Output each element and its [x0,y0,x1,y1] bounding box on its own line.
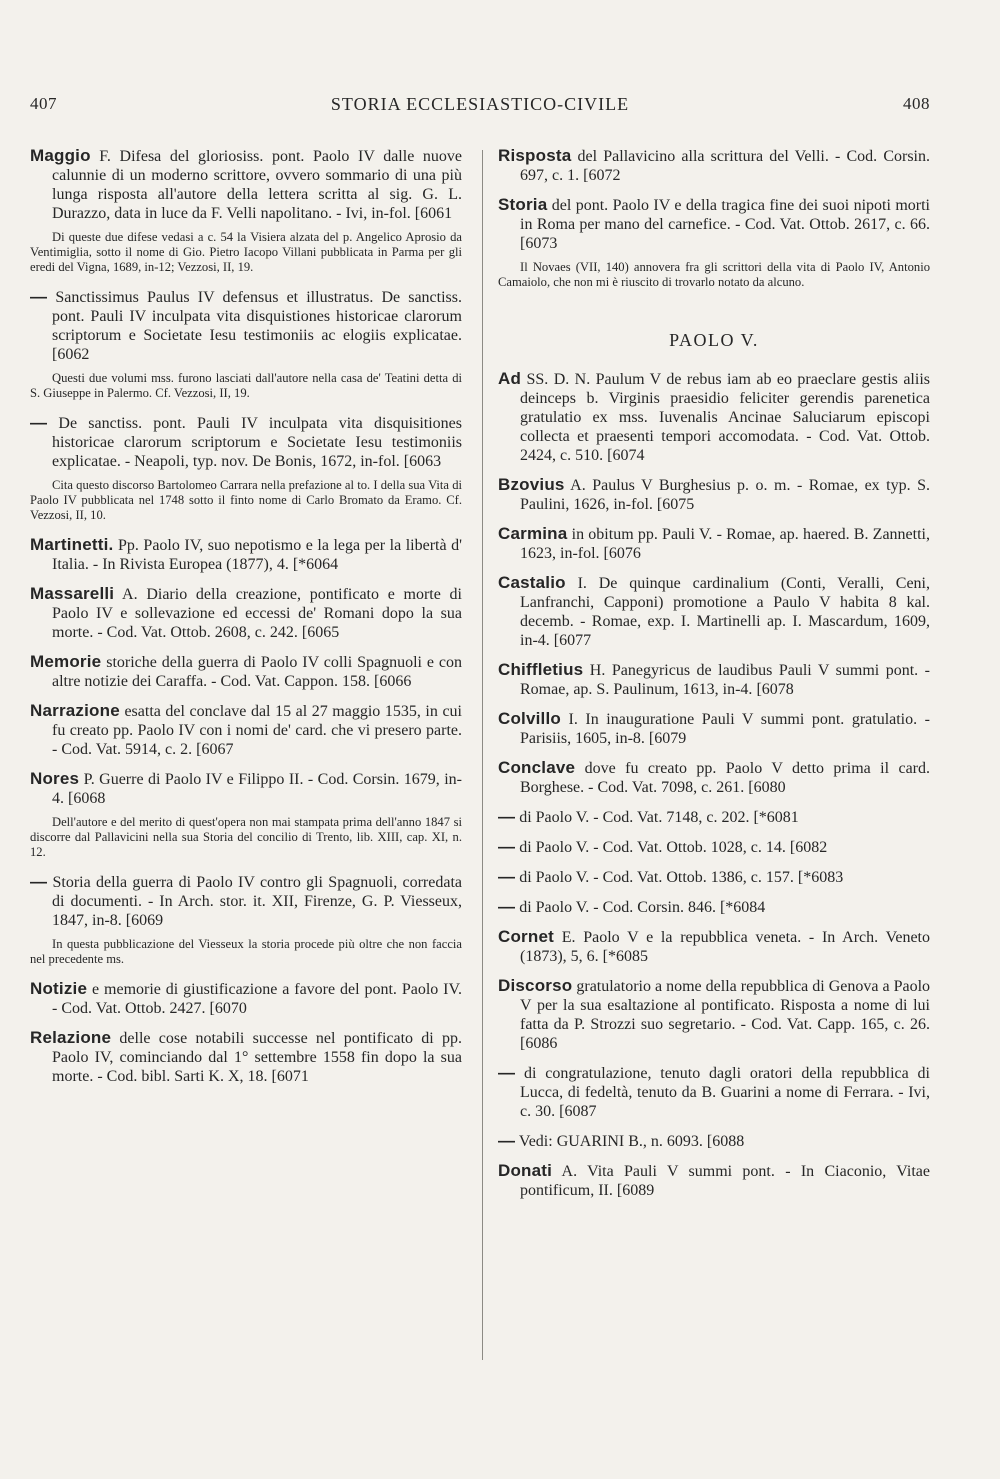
headword: Memorie [30,652,102,671]
entry [498,976,930,1053]
note: In questa pubblicazione del Viesseux la storia procede più oltre che non faccia nel precedente ms. [30,937,462,966]
entry [498,573,930,650]
entry [498,758,930,797]
headword: — [498,1063,516,1082]
entry-number: [6087 [559,1103,597,1120]
entry-number: [6065 [301,624,340,641]
entry-text: di Paolo V. - Cod. Vat. Ottob. 1028, c. 14. [515,839,786,856]
headword: Castalio [498,573,566,592]
entry-number: [6063 [403,453,442,470]
entry-text: P. Guerre di Paolo IV e Filippo II. - Cod. Corsin. 1679, in-4. [52,771,462,807]
entry-number: [6088 [706,1133,745,1150]
entry-number: [6077 [553,632,592,649]
entry-text: I. In inaugurationе Pauli V summi pont. gratulatio. - Parisiis, 1605, in-8. [520,711,930,747]
entry-text: A. Paulus V Burghesius p. o. m. - Romae, ex typ. S. Paulini, 1626, in-fol. [520,477,930,513]
entry [498,807,930,827]
headword: Nores [30,769,80,788]
note: Il Novaes (VII, 140) annovera fra gli scrittori della vita di Paolo IV, Antonio Camaiolo, che non mi è riuscito di trovarlo notato da alcuno. [498,260,930,289]
entry-number: [6089 [616,1182,655,1199]
entry-number: [*6081 [753,809,799,826]
note: Questi due volumi mss. furono lasciati dall'autore nella casa de' Teatini detta di S. Giuseppe in Palermo. Cf. Vezzosi, II, 19. [30,371,462,400]
entry-text: H. Panegyricus de laudibus Pauli V summi pont. - Romae, ap. S. Paulinum, 1613, in-4. [520,662,930,698]
headword: Chiffletius [498,660,584,679]
entry [30,146,462,223]
entry [498,867,930,887]
entry-text: dove fu creato pp. Paolo V detto prima il card. Borghese. - Cod. Vat. 7098, c. 261. [520,760,930,796]
headword: Colvillo [498,709,561,728]
entry [30,701,462,759]
entry [498,524,930,563]
section-title: PAOLO V. [669,330,759,350]
entry [498,146,930,185]
entry-number: [6074 [607,447,645,464]
note: Di queste due difese vedasi a c. 54 la Visiera alzata del p. Angelico Aprosio da Ventimiglia, sotto il nome di Gio. Pietro Iacopo Villani pubblicata in Parma per gli eredi del Vigna, 1689, in-12; Vezzosi, II, 19. [30,230,462,274]
entry-text: De sanctiss. pont. Pauli IV inculpata vita disquisitiones historicae clarorum scriptorum e Societate Iesu testimoniis explicatae. - Neapoli, typ. nov. De Bonis, 1672, in-fol. [47,415,462,470]
headword: — [498,867,516,886]
entry-text: gratulatorio a nome della repubblica di Genova a Paolo V per la sua esaltazione al pontificato. Risposta a nome di lui fatta da P. Strozzi suo segretario. - Cod. Vat. Capp. 165, c. 26. [520,978,931,1033]
entry [30,1028,462,1086]
entry-number: [6076 [603,545,641,562]
entry [498,660,930,699]
entry-text: del pont. Paolo IV e della tragica fine dei suoi nipoti morti in Roma per mano del carnefice. - Cod. Vat. Ottob. 2617, c. 66. [520,197,930,233]
headword: Donati [498,1161,553,1180]
entry-number: [6075 [656,496,695,513]
entry-text: di Paolo V. - Cod. Vat. 7148, c. 202. [515,809,750,826]
entry-text: di Paolo V. - Cod. Vat. Ottob. 1386, c. 157. [515,869,794,886]
entry-text: esatta del conclave dal 15 al 27 maggio 1535, in cui fu creato pp. Paolo IV con i nomi de' card. che vi presero parte. - Cod. Vat. 5914, c. 2. [52,703,462,758]
entry-number: [6080 [748,779,786,796]
headword: Risposta [498,146,572,165]
entry-text: SS. D. N. Paulum V de rebus iam ab eo praeclare gestis aliis deinceps b. Virginis praesidio feliciter gerendis parenetica gratulatio ex mss. Iuvenalis Ancinae Saluciarum episcopi collecta et praesenti tempori accomodata. - Cod. Vat. Ottob. 2424, c. 510. [520,371,930,464]
page-number-left: 407 [30,94,57,113]
headword: — [30,287,48,306]
right-column [498,146,930,1210]
entry [30,413,462,471]
entry-number: [6069 [125,912,164,929]
entry-text: e memorie di giustificazione a favore del pont. Paolo IV. - Cod. Vat. Ottob. 2427. [52,981,462,1017]
page-header [30,94,930,122]
entry [498,475,930,514]
headword: Discorso [498,976,573,995]
entry [498,709,930,748]
entry-text: Pp. Paolo IV, suo nepotismo e la lega per la libertà d' Italia. - In Rivista Europea (1877), 4. [52,537,462,573]
entry-number: [6067 [196,741,234,758]
entry [498,897,930,917]
entry-number: [6078 [756,681,794,698]
entry-number: [*6085 [602,948,648,965]
entry [30,535,462,574]
entry-text: A. Diario della creazione, pontificato e morte di Paolo IV e sollevazione ed eccessi de' Romani dopo la sua morte. - Cod. Vat. Ottob. 2608, c. 242. [52,586,462,641]
headword: Maggio [30,146,91,165]
entry [498,837,930,857]
entry-text: delle cose notabili successe nel pontificato di pp. Paolo IV, cominciando dal 1° settembre 1558 fin dopo la sua morte. - Cod. bibl. Sarti K. X, 18. [52,1030,462,1085]
page-number-right: 408 [903,94,930,113]
entry-text: F. Difesa del gloriosiss. pont. Paolo IV dalle nuove calunnie di un moderno scrittore, ovvero sommario di una più lunga risposta all'autore della lettera scritta al sig. G. L. Durazzo, data in luce da F. Velli napolitano. - Ivi, in-fol. [52,148,462,222]
headword: — [30,872,48,891]
entry-number: [6086 [520,1035,558,1052]
headword: Narrazione [30,701,120,720]
headword: Cornet [498,927,554,946]
headword: Conclave [498,758,576,777]
entry-text: Vedi: GUARINI B., n. 6093. [515,1133,703,1150]
entry-number: [6068 [68,790,106,807]
headword: Massarelli [30,584,115,603]
entry-number: [6061 [414,205,453,222]
headword: Martinetti. [30,535,114,554]
entry [498,1131,930,1151]
headword: — [498,1131,516,1150]
headword: Ad [498,369,522,388]
entry-number: [6071 [271,1068,309,1085]
entry [498,927,930,966]
entry [498,369,930,465]
column-divider [482,150,483,1360]
entry [30,287,462,364]
headword: Relazione [30,1028,112,1047]
entry [498,195,930,253]
note: Dell'autore e del merito di quest'opera non mai stampata prima dell'anno 1847 si discorre dal Pallavicini nella sua Storia del concilio di Trento, lib. XIII, cap. XI, n. 12. [30,815,462,859]
entry-text: storiche della guerra di Paolo IV colli Spagnuoli e con altre notizie dei Caraffa. - Cod. Vat. Cappon. 158. [52,654,462,690]
entry-number: [6062 [52,346,90,363]
running-title: STORIA ECCLESIASTICO-CIVILE [330,94,630,114]
headword: — [30,413,48,432]
entry-number: [6079 [648,730,687,747]
entry-text: del Pallavicino alla scrittura del Velli. - Cod. Corsin. 697, c. 1. [520,148,930,184]
entry [30,769,462,808]
entry [30,872,462,930]
entry-number: [6072 [583,167,621,184]
entry [30,979,462,1018]
entry-number: [6070 [209,1000,247,1017]
headword: Carmina [498,524,568,543]
entry-number: [6073 [520,235,558,252]
headword: Notizie [30,979,88,998]
entry [30,652,462,691]
entry-text: in obitum pp. Pauli V. - Romae, ap. haered. B. Zannetti, 1623, in-fol. [520,526,930,562]
headword: Bzovius [498,475,565,494]
headword: Storia [498,195,548,214]
entry [498,1063,930,1121]
entry-number: [*6064 [292,556,339,573]
entry-number: [6082 [789,839,828,856]
entry-text: E. Paolo V e la repubblica veneta. - In Arch. Veneto (1873), 5, 6. [520,929,930,965]
entry [498,1161,930,1200]
entry-number: [*6083 [797,869,844,886]
entry-text: di congratulazione, tenuto dagli oratori della repubblica di Lucca, di fedeltà, tenuto da B. Guarini a nome di Ferrara. - Ivi, c. 30. [515,1065,930,1120]
entry-text: Sanctissimus Paulus IV defensus et illustratus. De sanctiss. pont. Pauli IV inculpata vita disquistiones historicae clarorum scriptorum e Societate Iesu testimoniis ac elogiis explicatae. [47,289,462,344]
headword: — [498,837,516,856]
note: Cita questo discorso Bartolomeo Carrara nella prefazione al to. I della sua Vita di Paolo IV pubblicata nel 1748 sotto il finto nome di Carlo Bromato da Eramo. Cf. Vezzosi, II, 10. [30,478,462,522]
headword: — [498,897,516,916]
entry-text: di Paolo V. - Cod. Corsin. 846. [515,899,716,916]
left-column [30,146,462,1096]
entry-text: Storia della guerra di Paolo IV contro gli Spagnuoli, corredata di documenti. - In Arch. stor. it. XII, Firenze, G. P. Viesseux, 1847, in-8. [47,874,462,929]
entry [30,584,462,642]
entry-text: A. Vita Pauli V summi pont. - In Ciaconio, Vitae pontificum, II. [520,1163,930,1199]
entry-number: [*6084 [719,899,766,916]
entry-number: [6066 [374,673,412,690]
headword: — [498,807,516,826]
entry-text: I. De quinque cardinalium (Conti, Veralli, Ceni, Lanfranchi, Capponi) promotione a Paulo V habita 8 kal. decemb. - Romae, exp. I. Martinelli ap. I. Mascardum, 1609, in-4. [520,575,930,649]
